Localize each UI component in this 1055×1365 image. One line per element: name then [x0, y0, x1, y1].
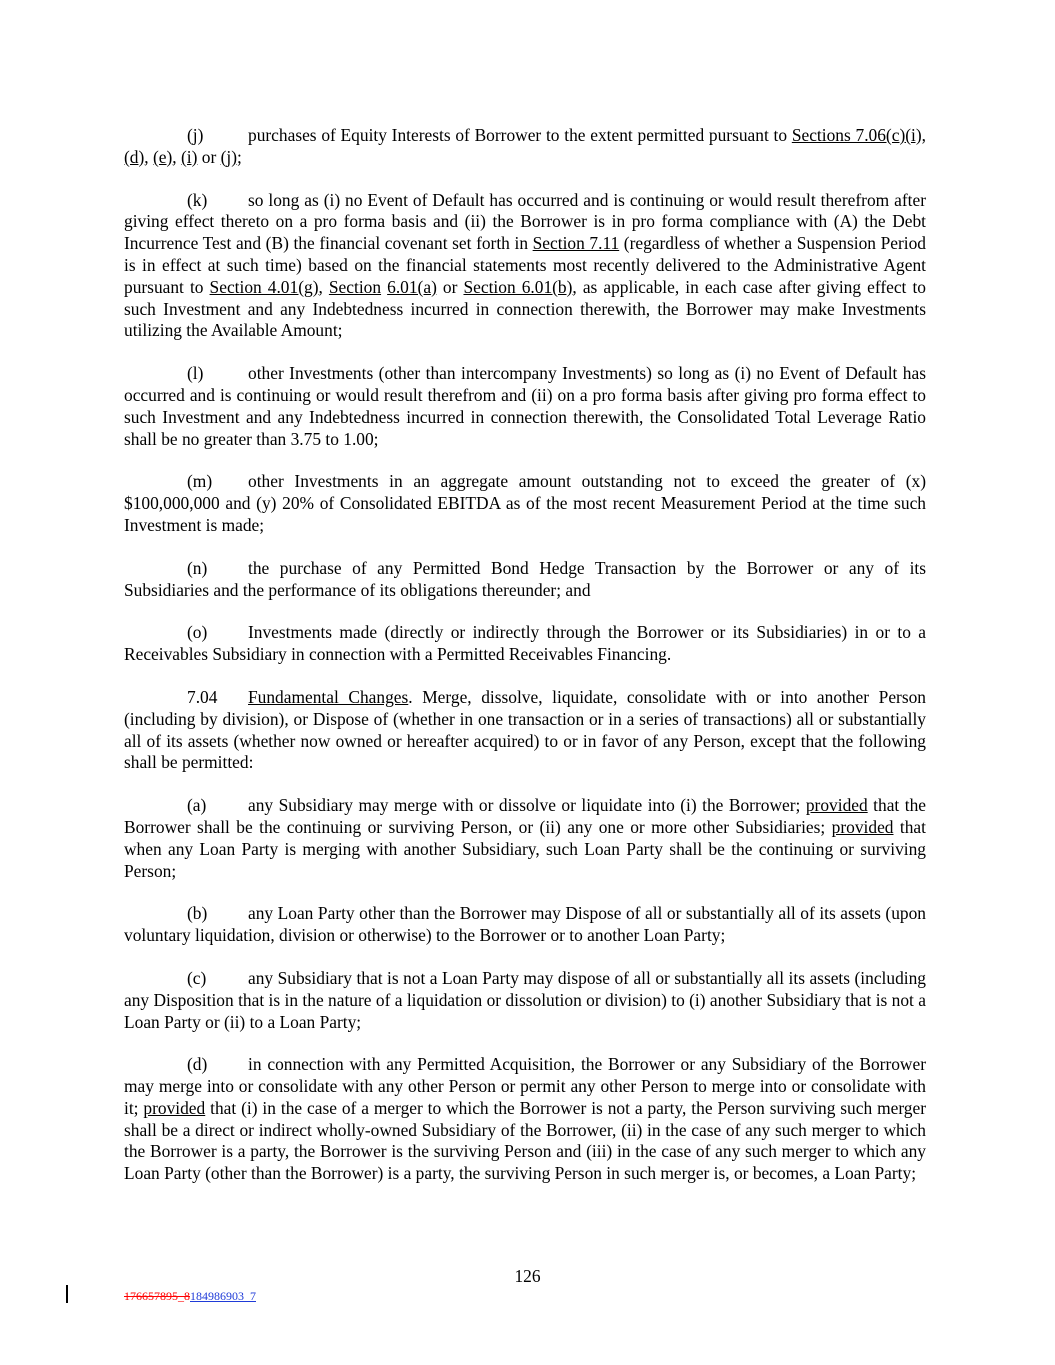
clause-b: (b) any Loan Party other than the Borrower may Dispose of all or substantially all of its assets (upon voluntary liquidation, division or otherwise) to the Borrower or to another Loan Party; — [124, 903, 926, 946]
section-reference: Section 4.01(g) — [209, 276, 319, 297]
provided-term: provided — [143, 1097, 206, 1118]
clause-label: (c) — [187, 967, 207, 988]
section-reference: (e) — [152, 146, 173, 167]
clause-m: (m) other Investments in an aggregate amount outstanding not to exceed the greater of (x) $100,000,000 and (y) 20% of Consolidated EBITDA as of the most recent Measurement Period at the time such Investment is made; — [124, 471, 926, 535]
clause-label: (d) — [187, 1054, 208, 1075]
section-reference: (i) — [181, 146, 198, 167]
clause-label: (j) — [187, 125, 204, 145]
provided-term: provided — [831, 816, 894, 837]
clause-k: (k) so long as (i) no Event of Default has occurred and is continuing or would result therefrom after giving effect thereto on a pro forma basis and (ii) the Borrower is in pro forma compliance with (A) the Debt Incurrence Test and (B) the financial covenant set forth in Section 7.11 (regardless of whether a Suspension Period is in effect at such time) based on the financial statements most recently delivered to the Administrative Agent pursuant to Section 4.01(g), Section 6.01(a) or Section 6.01(b), as applicable, in each case after giving effect to such Investment and any Indebtedness incurred in connection therewith, the Borrower may make Investments utilizing the Available Amount; — [124, 189, 926, 341]
clause-label: (l) — [187, 363, 204, 384]
section-7-04: 7.04 Fundamental Changes. Merge, dissolve, liquidate, consolidate with or into another Person (including by division), or Dispose of (whether in one transaction or in a series of transactions) all or substantially all of its assets (whether now owned or hereafter acquired) to or in favor of any Person, except that the following shall be permitted: — [124, 686, 926, 773]
clause-c: (c) any Subsidiary that is not a Loan Party may dispose of all or substantially all its assets (including any Disposition that is in the nature of a liquidation or dissolution or division) to (i) another Subsidiary that is not a Loan Party or (ii) to a Loan Party; — [124, 967, 926, 1032]
section-number: 7.04 — [187, 686, 218, 707]
clause-n: (n) the purchase of any Permitted Bond Hedge Transaction by the Borrower or any of its Subsidiaries and the performance of its obligations thereunder; and — [124, 557, 926, 600]
section-reference: Sections 7.06(c)(i), (d) — [124, 125, 926, 167]
section-title: Fundamental Changes — [248, 686, 409, 707]
change-bar — [66, 1285, 68, 1303]
clause-label: (n) — [187, 557, 208, 578]
clause-a: (a) any Subsidiary may merge with or dissolve or liquidate into (i) the Borrower; provided that the Borrower shall be the continuing or surviving Person, or (ii) any one or more other Subsidiaries; provided that when any Loan Party is merging with another Subsidiary, such Loan Party shall be the continuing or surviving Person; — [124, 795, 926, 881]
clause-label: (k) — [187, 189, 208, 210]
document-body — [124, 125, 926, 1206]
clause-label: (o) — [187, 622, 208, 643]
page-number: 126 — [514, 1266, 541, 1286]
document-id-footer — [124, 1289, 256, 1304]
clause-label: (b) — [187, 903, 208, 924]
section-reference: Section 7.11 — [532, 233, 620, 254]
clause-l: (l) other Investments (other than intercompany Investments) so long as (i) no Event of Default has occurred and is continuing or would result therefrom and (ii) on a pro forma basis after giving pro forma effect to such Investment and any Indebtedness incurred in connection therewith, the Consolidated Total Leverage Ratio shall be no greater than 3.75 to 1.00; — [124, 363, 926, 449]
provided-term: provided — [805, 795, 868, 816]
inserted-doc-id: 184986903_7 — [190, 1289, 256, 1303]
deleted-doc-id: 176657895_8 — [124, 1289, 190, 1303]
clause-d: (d) in connection with any Permitted Acquisition, the Borrower or any Subsidiary of the Borrower may merge into or consolidate with any other Person or permit any other Person to merge into or consolidate with it; provided that (i) in the case of a merger to which the Borrower is not a party, the Person surviving such merger shall be a direct or indirect wholly-owned Subsidiary of the Borrower, (ii) in the case of any such merger to which the Borrower is a party, the Borrower is the surviving Person and (iii) in the case of any such merger to which any Loan Party (other than the Borrower) is a party, the surviving Person in such merger is, or becomes, a Loan Party; — [124, 1054, 927, 1184]
clause-j: (j) purchases of Equity Interests of Borrower to the extent permitted pursuant to Sections 7.06(c)(i), (d), (e), (i) or (j); — [124, 125, 926, 167]
clause-label: (m) — [187, 471, 213, 492]
section-reference: (j) — [220, 146, 238, 167]
section-reference: 6.01(a) — [387, 276, 437, 297]
clause-label: (a) — [187, 795, 207, 816]
section-reference: Section — [328, 276, 382, 297]
clause-o: (o) Investments made (directly or indirectly through the Borrower or its Subsidiaries) in or to a Receivables Subsidiary in connection with a Permitted Receivables Financing. — [124, 622, 926, 665]
section-reference: Section 6.01(b) — [463, 276, 573, 297]
